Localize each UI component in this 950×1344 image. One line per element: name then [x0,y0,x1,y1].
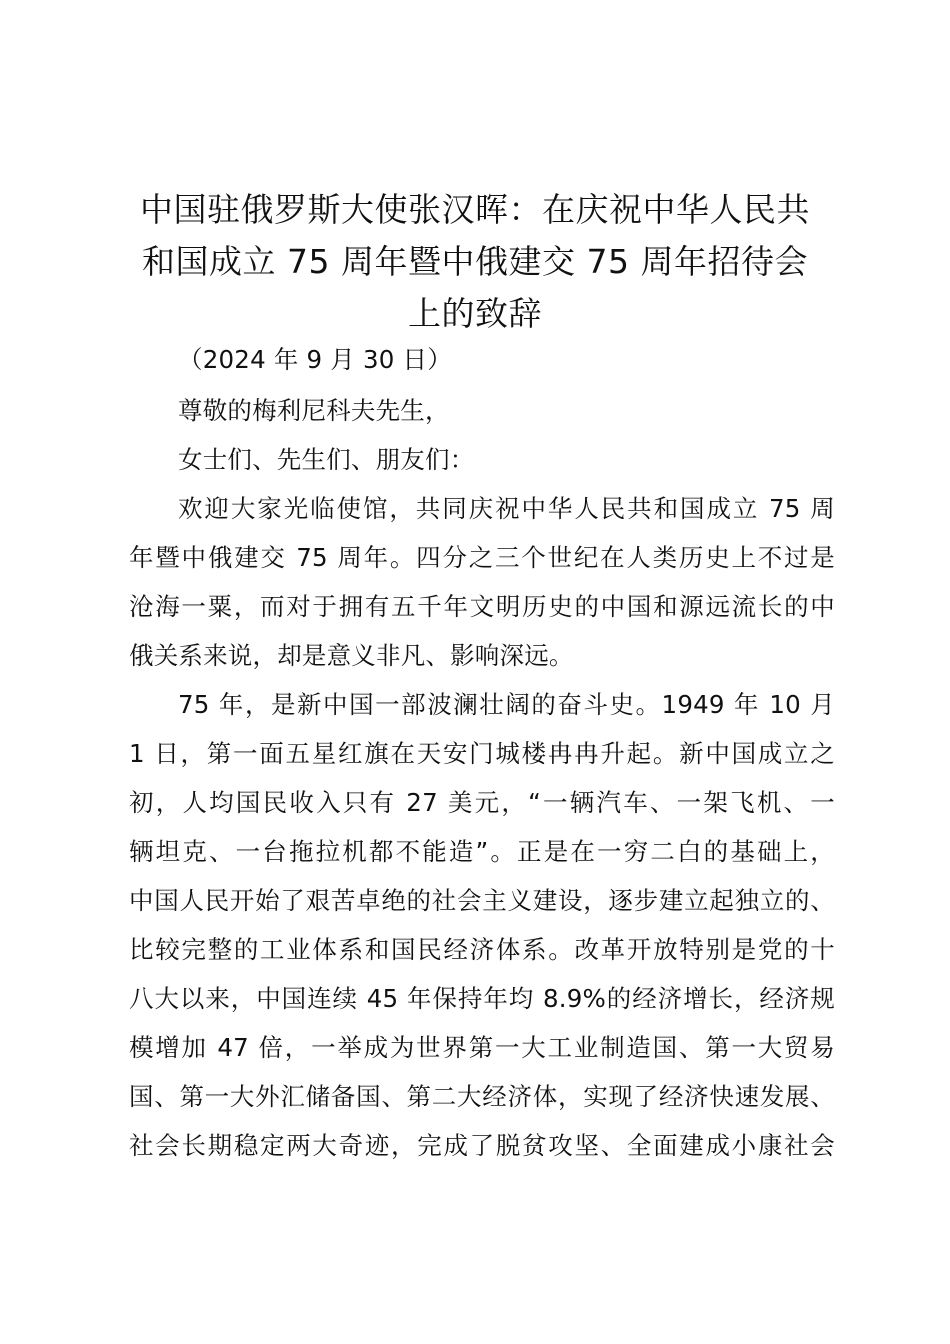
paragraph-line: 辆坦克、一台拖拉机都不能造”。正是在一穷二白的基础上， [129,837,835,866]
salutation-line: 尊敬的梅利尼科夫先生， [178,396,450,425]
salutation-line: 女士们、先生们、朋友们： [178,445,475,474]
paragraph-line: 模增加 47 倍，一举成为世界第一大工业制造国、第一大贸易 [129,1033,835,1062]
paragraph-line: 中国人民开始了艰苦卓绝的社会主义建设，逐步建立起独立的、 [129,886,835,915]
title-line: 上的致辞 [408,294,542,333]
paragraph-line: 75 年，是新中国一部波澜壮阔的奋斗史。1949 年 10 月 [178,690,835,719]
paragraph-line: 比较完整的工业体系和国民经济体系。改革开放特别是党的十 [129,935,835,964]
paragraph-line: 国、第一大外汇储备国、第二大经济体，实现了经济快速发展、 [129,1082,835,1111]
paragraph-line: 社会长期稳定两大奇迹，完成了脱贫攻坚、全面建成小康社会 [129,1131,835,1160]
paragraph-line: 俄关系来说，却是意义非凡、影响深远。 [129,641,574,670]
paragraph-line: 沧海一粟，而对于拥有五千年文明历史的中国和源远流长的中 [129,592,835,621]
paragraph-line: 初，人均国民收入只有 27 美元，“一辆汽车、一架飞机、一 [129,788,835,817]
paragraph-line: 八大以来，中国连续 45 年保持年均 8.9%的经济增长，经济规 [129,984,835,1013]
paragraph-line: 欢迎大家光临使馆，共同庆祝中华人民共和国成立 75 周 [178,494,835,523]
title-line: 中国驻俄罗斯大使张汉晖：在庆祝中华人民共 [140,190,810,229]
paragraph-line: 年暨中俄建交 75 周年。四分之三个世纪在人类历史上不过是 [129,543,835,572]
paragraph-line: 1 日，第一面五星红旗在天安门城楼冉冉升起。新中国成立之 [129,739,835,768]
document-title [120,184,830,340]
document-date: （2024 年 9 月 30 日） [178,345,452,374]
title-line: 和国成立 75 周年暨中俄建交 75 周年招待会 [142,242,808,281]
